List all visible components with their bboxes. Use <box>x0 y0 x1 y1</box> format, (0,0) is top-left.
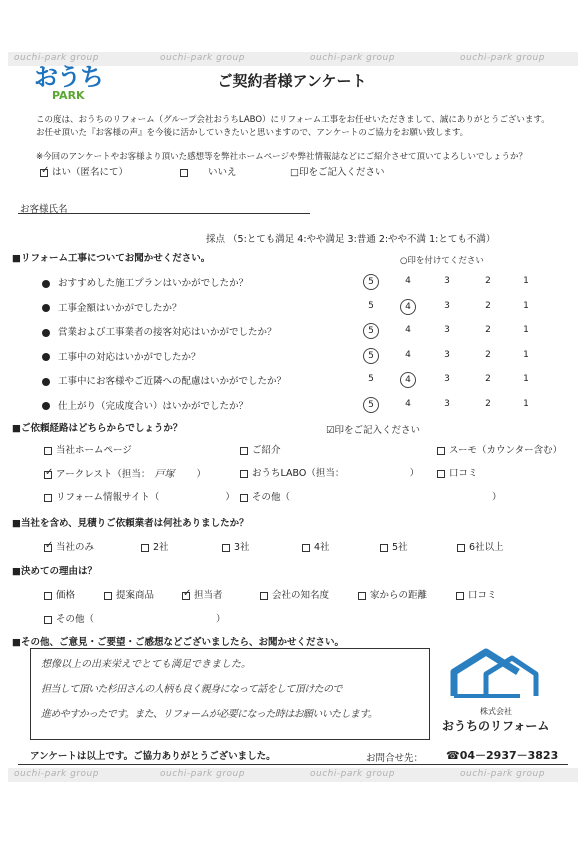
question-row <box>42 324 277 338</box>
option-label: アークレスト（担当： <box>56 469 151 480</box>
count-option-4[interactable] <box>302 539 330 553</box>
option-label: スーモ（カウンター含む） <box>449 445 563 456</box>
checkbox[interactable] <box>104 592 112 600</box>
route-option-other[interactable] <box>240 489 502 503</box>
question-row <box>42 398 248 412</box>
watermark-text: ouchi-park group <box>14 769 99 779</box>
section2-heading: ■ご依頼経路はどちらからでしょうか？ <box>12 423 183 434</box>
score-option-4[interactable]: 4 <box>405 325 411 335</box>
company-logo <box>440 646 568 736</box>
option-label: おうちLABO（担当： <box>252 468 340 479</box>
watermark-text: ouchi-park group <box>160 53 245 63</box>
score-option-2[interactable]: 2 <box>485 325 491 335</box>
footer-divider <box>18 764 568 765</box>
checkbox[interactable] <box>302 544 310 552</box>
option-label: 2社 <box>153 542 169 553</box>
option-label: その他（ <box>56 614 95 625</box>
checkbox[interactable] <box>457 544 465 552</box>
option-label: 3社 <box>234 542 250 553</box>
option-label: 当社ホームページ <box>56 445 132 456</box>
route-option-ouchi-labo[interactable] <box>240 465 419 479</box>
reason-option-name-recognition[interactable] <box>260 587 329 601</box>
option-label: 4社 <box>314 542 330 553</box>
option-label: 口コミ <box>449 468 478 479</box>
section3-heading: ■当社を含め、見積りご依頼業者は何社ありましたか？ <box>12 518 249 529</box>
question-text: 工事金額はいかがでしたか？ <box>58 302 182 314</box>
bullet-icon <box>42 304 50 312</box>
option-label: 家からの距離 <box>370 590 428 601</box>
question-text: 営業および工事業者の接客対応はいかがでしたか？ <box>58 327 277 338</box>
score-option-5[interactable]: 5 <box>363 323 379 339</box>
bullet-icon <box>42 280 50 288</box>
option-label: 担当者 <box>194 590 223 601</box>
contact-label: お問合せ先： <box>366 753 424 764</box>
consent-option-yes[interactable] <box>40 164 128 178</box>
question-row <box>42 349 201 363</box>
checkbox[interactable] <box>240 470 248 478</box>
intro-line-2: お任せ頂いた『お客様の声』を今後に活かしていきたいと思いますので、アンケートのご協力をお願い致します。 <box>36 128 469 138</box>
route-option-referral[interactable] <box>240 442 281 456</box>
watermark-text: ouchi-park group <box>160 769 245 779</box>
score-option-4[interactable]: 4 <box>405 349 411 360</box>
route-option-homepage[interactable] <box>44 442 132 456</box>
count-option-5[interactable] <box>380 539 408 553</box>
count-option-only-us[interactable] <box>44 539 94 553</box>
question-row <box>42 373 286 387</box>
score-option-1[interactable]: 1 <box>523 398 529 409</box>
page-title: ご契約者様アンケート <box>217 72 367 90</box>
score-option-2[interactable]: 2 <box>485 300 491 311</box>
checkbox[interactable] <box>44 494 52 502</box>
score-option-1[interactable]: 1 <box>523 349 529 360</box>
section5-heading: ■その他、ご意見・ご要望・ご感想などございましたら、お聞かせください。 <box>12 637 344 648</box>
checkbox[interactable] <box>222 544 230 552</box>
option-label: 6社以上 <box>469 542 504 553</box>
score-option-4[interactable]: 4 <box>400 299 416 315</box>
section4-heading: ■決めての理由は？ <box>12 566 97 577</box>
company-name: おうちのリフォーム <box>442 719 550 733</box>
option-label: リフォーム情報サイト（ <box>56 492 160 503</box>
checkbox[interactable] <box>44 544 52 552</box>
option-label: 価格 <box>56 590 76 601</box>
comment-box[interactable] <box>30 648 430 740</box>
reason-option-products[interactable] <box>104 587 154 601</box>
consent-option-no[interactable] <box>180 164 237 178</box>
checkbox[interactable] <box>141 544 149 552</box>
checkbox[interactable] <box>44 616 52 624</box>
option-label: 提案商品 <box>116 590 155 601</box>
checkbox[interactable] <box>240 447 248 455</box>
option-suffix: ） <box>216 614 226 625</box>
question-text: 工事中の対応はいかがでしたか？ <box>58 351 201 363</box>
bullet-icon <box>42 353 50 361</box>
option-label: □印をご記入ください <box>290 167 385 178</box>
checkbox[interactable] <box>380 544 388 552</box>
option-label: 5社 <box>392 542 408 553</box>
option-label: はい（匿名にて） <box>52 167 129 178</box>
score-option-3[interactable]: 3 <box>444 325 450 335</box>
option-label: 口コミ <box>468 590 497 601</box>
route-option-kuchikomi[interactable] <box>437 465 478 479</box>
intro-line-1: この度は、おうちのリフォーム（グループ会社おうちLABO）にリフォーム工事をお任せいただきまして、誠にありがとうございます。 <box>36 115 550 125</box>
score-option-5[interactable]: 5 <box>368 374 374 384</box>
score-option-2[interactable]: 2 <box>485 374 491 384</box>
checkbox[interactable] <box>437 447 445 455</box>
checkbox[interactable] <box>358 592 366 600</box>
option-suffix: ） <box>225 492 235 503</box>
score-option-5[interactable]: 5 <box>363 348 379 364</box>
score-option-5[interactable]: 5 <box>368 300 374 311</box>
logo-sub-text: PARK <box>52 89 85 102</box>
bullet-icon <box>42 329 50 337</box>
customer-name-label: お客様氏名 <box>20 204 68 215</box>
question-text: 工事中にお客様やご近隣への配慮はいかがでしたか？ <box>58 376 287 387</box>
section1-heading: ■リフォーム工事についてお聞かせください。 <box>12 253 211 264</box>
option-suffix: ） <box>492 492 502 503</box>
thanks-text: アンケートは以上です。ご協力ありがとうございました。 <box>30 751 276 762</box>
scoring-legend: 採点 （5:とても満足 4:やや満足 3:普通 2:やや不満 1:とても不満） <box>206 234 496 245</box>
comment-line-1: 想像以上の出来栄えでとても満足できました。 <box>41 659 251 670</box>
option-label: ご紹介 <box>252 445 281 456</box>
score-option-4[interactable]: 4 <box>405 276 411 286</box>
checkbox[interactable] <box>44 447 52 455</box>
section1-note: ○印を付けてください <box>400 256 484 266</box>
checkbox[interactable] <box>260 592 268 600</box>
checkbox[interactable] <box>40 169 48 177</box>
checkbox[interactable] <box>182 592 190 600</box>
question-row <box>42 275 248 289</box>
question-text: おすすめした施工プランはいかがでしたか？ <box>58 278 249 289</box>
comment-line-2: 担当して頂いた杉田さんの人柄も良く親身になって話をして頂けたので <box>41 684 342 695</box>
option-label: いいえ <box>208 167 237 178</box>
watermark-text: ouchi-park group <box>460 769 545 779</box>
count-option-2[interactable] <box>141 539 169 553</box>
option-label: 当社のみ <box>56 542 95 553</box>
score-option-1[interactable]: 1 <box>523 374 529 384</box>
checkbox[interactable] <box>44 471 52 479</box>
watermark-text: ouchi-park group <box>460 53 545 63</box>
score-option-1[interactable]: 1 <box>523 325 529 335</box>
score-option-1[interactable]: 1 <box>523 300 529 311</box>
consent-question: ※今回のアンケートやお客様より頂いた感想等を弊社ホームページや弊社情報誌などにご紹介させて頂いてよろしいでしょうか？ <box>36 152 527 162</box>
option-label: その他（ <box>252 492 291 503</box>
score-option-5[interactable]: 5 <box>363 274 379 290</box>
score-option-2[interactable]: 2 <box>485 276 491 286</box>
route-option-arcrest[interactable] <box>44 465 206 480</box>
comment-line-3: 進めやすかったです。また、リフォームが必要になった時はお願いいたします。 <box>41 709 378 720</box>
score-option-5[interactable]: 5 <box>363 397 379 413</box>
question-row <box>42 300 182 314</box>
question-text: 仕上がり（完成度合い）はいかがでしたか？ <box>58 400 249 412</box>
house-icon <box>440 646 568 706</box>
score-option-4[interactable]: 4 <box>405 398 411 409</box>
reason-option-kuchikomi[interactable] <box>456 587 497 601</box>
option-suffix: ） <box>196 469 206 480</box>
bullet-icon <box>42 402 50 410</box>
option-label: 会社の知名度 <box>272 590 330 601</box>
checkbox[interactable] <box>180 169 188 177</box>
score-option-3[interactable]: 3 <box>444 349 450 360</box>
watermark-text: ouchi-park group <box>14 53 99 63</box>
reason-option-other[interactable] <box>44 611 226 625</box>
score-option-4[interactable]: 4 <box>400 372 416 388</box>
score-option-3[interactable]: 3 <box>444 276 450 286</box>
score-option-3[interactable]: 3 <box>444 300 450 311</box>
company-small-text: 株式会社 <box>480 707 512 716</box>
score-option-2[interactable]: 2 <box>485 349 491 360</box>
checkbox[interactable] <box>437 470 445 478</box>
option-suffix: ） <box>409 468 420 479</box>
consent-note <box>290 164 384 178</box>
reason-option-staff[interactable] <box>182 587 223 601</box>
bullet-icon <box>42 378 50 386</box>
count-option-3[interactable] <box>222 539 250 553</box>
score-option-3[interactable]: 3 <box>444 398 450 409</box>
reason-option-price[interactable] <box>44 587 75 601</box>
watermark-text: ouchi-park group <box>310 769 395 779</box>
count-option-6plus[interactable] <box>457 539 504 553</box>
score-option-2[interactable]: 2 <box>485 398 491 409</box>
section2-note: ☑印をご記入ください <box>326 425 421 436</box>
score-option-3[interactable]: 3 <box>444 374 450 384</box>
handwritten-staff-name: 戸塚 <box>154 469 175 480</box>
reason-option-distance[interactable] <box>358 587 427 601</box>
checkbox[interactable] <box>44 592 52 600</box>
logo-main-text: おうち <box>34 63 103 91</box>
score-option-1[interactable]: 1 <box>523 276 529 286</box>
route-option-suumo[interactable] <box>437 442 562 456</box>
checkbox[interactable] <box>240 494 248 502</box>
customer-name-line[interactable] <box>18 213 310 214</box>
contact-phone: ☎04－2937－3823 <box>446 749 559 762</box>
watermark-text: ouchi-park group <box>310 53 395 63</box>
checkbox[interactable] <box>456 592 464 600</box>
route-option-info-site[interactable] <box>44 489 235 503</box>
